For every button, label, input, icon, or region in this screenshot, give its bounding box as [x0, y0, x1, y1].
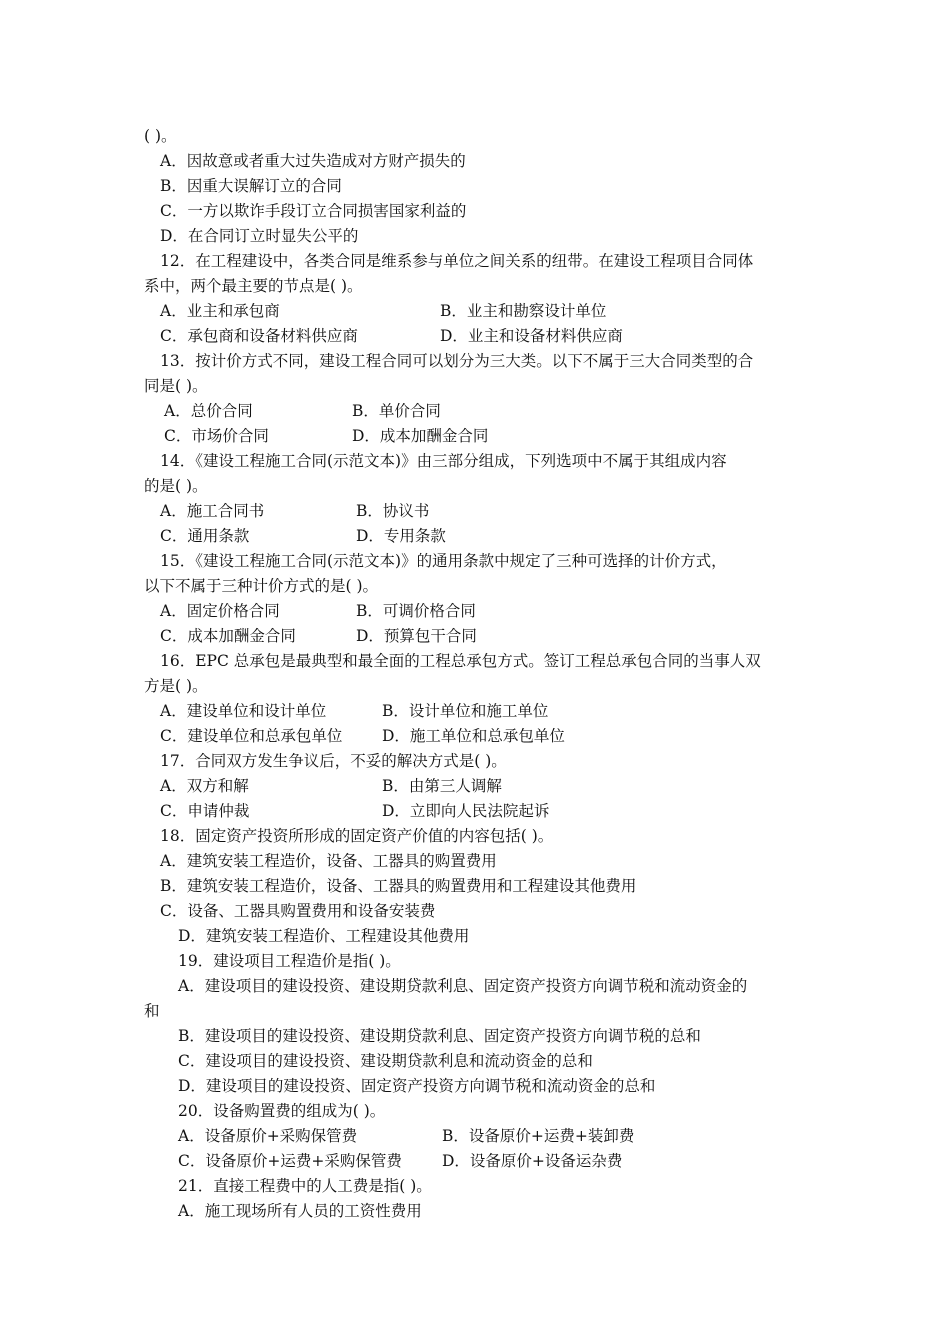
text-line: 20．设备购置费的组成为( )。 [178, 1102, 386, 1120]
text-line: C．建设项目的建设投资、建设期贷款利息和流动资金的总和 [178, 1052, 593, 1070]
text-line: 18．固定资产投资所形成的固定资产价值的内容包括( )。 [160, 827, 554, 845]
text-line: C．设备原价+运费+采购保管费 [178, 1152, 402, 1170]
text-line: 17．合同双方发生争议后，不妥的解决方式是( )。 [160, 752, 507, 770]
text-line: A．因故意或者重大过失造成对方财产损失的 [160, 152, 466, 170]
text-line: ( )。 [144, 127, 177, 145]
text-line: 16．EPC 总承包是最典型和最全面的工程总承包方式。签订工程总承包合同的当事人双 [160, 652, 761, 670]
text-line: 系中，两个最主要的节点是( )。 [144, 277, 363, 295]
text-line: 14．《建设工程施工合同(示范文本)》由三部分组成，下列选项中不属于其组成内容 [160, 452, 727, 470]
text-line: C．设备、工器具购置费用和设备安装费 [160, 902, 436, 920]
text-line: D．建筑安装工程造价、工程建设其他费用 [178, 927, 470, 945]
text-line: 和 [144, 1002, 160, 1020]
text-line: A．建设单位和设计单位 [160, 702, 327, 720]
text-line: B．业主和勘察设计单位 [440, 302, 607, 320]
text-line: D．成本加酬金合同 [352, 427, 489, 445]
text-line: 21．直接工程费中的人工费是指( )。 [178, 1177, 432, 1195]
text-line: 方是( )。 [144, 677, 208, 695]
text-line: 同是( )。 [144, 377, 208, 395]
text-line: A．建设项目的建设投资、建设期贷款利息、固定资产投资方向调节税和流动资金的 [178, 977, 748, 995]
text-line: A．设备原价+采购保管费 [178, 1127, 358, 1145]
text-line: B．单价合同 [352, 402, 441, 420]
text-line: C．通用条款 [160, 527, 250, 545]
text-line: A．双方和解 [160, 777, 249, 795]
text-line: B．建筑安装工程造价，设备、工器具的购置费用和工程建设其他费用 [160, 877, 637, 895]
text-line: D．设备原价+设备运杂费 [442, 1152, 623, 1170]
text-line: D．建设项目的建设投资、固定资产投资方向调节税和流动资金的总和 [178, 1077, 656, 1095]
text-line: B．设备原价+运费+装卸费 [442, 1127, 635, 1145]
text-line: A．施工合同书 [160, 502, 265, 520]
text-line: D．业主和设备材料供应商 [440, 327, 623, 345]
text-line: D．预算包干合同 [356, 627, 477, 645]
text-line: 19．建设项目工程造价是指( )。 [178, 952, 401, 970]
text-line: D．在合同订立时显失公平的 [160, 227, 359, 245]
text-line: C．申请仲裁 [160, 802, 250, 820]
text-line: A．固定价格合同 [160, 602, 280, 620]
text-line: B．建设项目的建设投资、建设期贷款利息、固定资产投资方向调节税的总和 [178, 1027, 701, 1045]
text-line: D．施工单位和总承包单位 [382, 727, 565, 745]
text-line: A．施工现场所有人员的工资性费用 [178, 1202, 422, 1220]
text-line: B．由第三人调解 [382, 777, 502, 795]
text-line: C．一方以欺诈手段订立合同损害国家利益的 [160, 202, 467, 220]
text-line: A．建筑安装工程造价，设备、工器具的购置费用 [160, 852, 497, 870]
text-line: 以下不属于三种计价方式的是( )。 [144, 577, 379, 595]
text-line: C．市场价合同 [164, 427, 269, 445]
text-line: B．设计单位和施工单位 [382, 702, 549, 720]
text-line: A．总价合同 [164, 402, 253, 420]
text-line: 的是( )。 [144, 477, 208, 495]
text-line: D．专用条款 [356, 527, 446, 545]
text-line: C．承包商和设备材料供应商 [160, 327, 358, 345]
text-line: C．成本加酬金合同 [160, 627, 296, 645]
text-line: C．建设单位和总承包单位 [160, 727, 343, 745]
text-line: 13．按计价方式不同，建设工程合同可以划分为三大类。以下不属于三大合同类型的合 [160, 352, 754, 370]
text-line: B．可调价格合同 [356, 602, 476, 620]
text-line: A．业主和承包商 [160, 302, 280, 320]
text-line: 12．在工程建设中，各类合同是维系参与单位之间关系的纽带。在建设工程项目合同体 [160, 252, 754, 270]
text-line: B．协议书 [356, 502, 430, 520]
text-line: B．因重大误解订立的合同 [160, 177, 342, 195]
text-line: 15．《建设工程施工合同(示范文本)》的通用条款中规定了三种可选择的计价方式， [160, 552, 727, 570]
text-line: D．立即向人民法院起诉 [382, 802, 550, 820]
